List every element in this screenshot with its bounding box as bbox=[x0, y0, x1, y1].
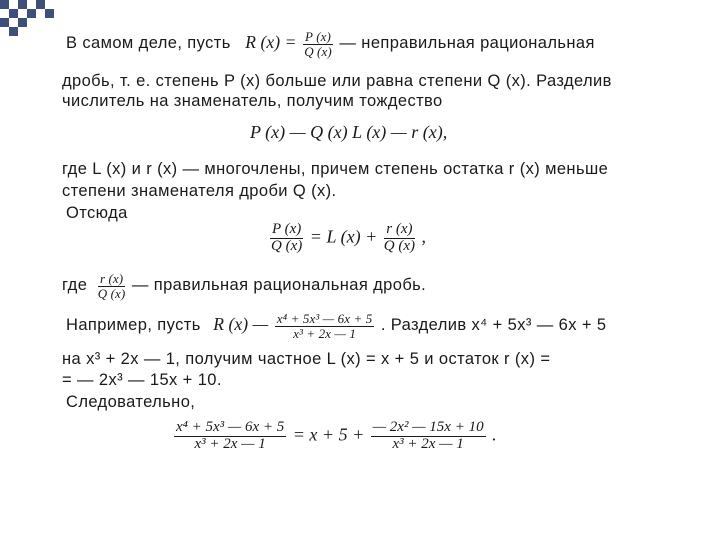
text: — неправильная рациональная bbox=[339, 34, 595, 53]
fraction-example bbox=[275, 312, 375, 340]
paragraph-2-line-2: степени знаменателя дроби Q (x). bbox=[62, 182, 337, 200]
paragraph-2-line-3: Отсюда bbox=[66, 204, 128, 222]
fraction-right bbox=[371, 420, 486, 453]
equation-middle: = L (x) + bbox=[309, 226, 378, 247]
numerator: r (x) bbox=[98, 272, 126, 287]
paragraph-3 bbox=[62, 272, 426, 300]
denominator: Q (x) bbox=[97, 285, 126, 301]
fraction-p-over-q bbox=[303, 30, 333, 58]
numerator: r (x) bbox=[384, 222, 415, 239]
numerator: x⁴ + 5x³ — 6x + 5 bbox=[276, 311, 373, 326]
denominator: Q (x) bbox=[304, 43, 332, 59]
equation-tail: . bbox=[492, 424, 497, 445]
formula-r: R (x) = bbox=[245, 32, 297, 53]
equation-example-result bbox=[172, 420, 497, 453]
paragraph-4-line-2: на x³ + 2x — 1, получим частное L (x) = x + 5 и остаток r (x) = bbox=[62, 350, 551, 368]
paragraph-1-line-2: дробь, т. е. степень P (x) больше или равна степени Q (x). Разделив bbox=[62, 72, 612, 90]
text: . Разделив x⁴ + 5x³ — 6x + 5 bbox=[380, 316, 607, 335]
text: где bbox=[62, 276, 88, 295]
fraction-p-over-q bbox=[270, 222, 303, 255]
equation-identity: P (x) — Q (x) L (x) — r (x), bbox=[250, 122, 448, 142]
paragraph-2-line-1: где L (x) и r (x) — многочлены, причем степень остатка r (x) меньше bbox=[62, 160, 609, 178]
denominator: Q (x) bbox=[383, 237, 415, 254]
equation-decomposition bbox=[268, 222, 426, 255]
paragraph-1-line-3: числитель на знаменатель, получим тождество bbox=[62, 92, 443, 110]
denominator: Q (x) bbox=[271, 237, 303, 254]
numerator: x⁴ + 5x³ — 6x + 5 bbox=[176, 419, 285, 435]
formula-r: R (x) — bbox=[213, 314, 269, 335]
text: Например, пусть bbox=[66, 316, 201, 335]
paragraph-4-line-1 bbox=[66, 312, 606, 340]
numerator: — 2x² — 15x + 10 bbox=[372, 419, 484, 435]
corner-decoration bbox=[0, 0, 60, 40]
fraction-r-over-q bbox=[384, 222, 415, 255]
equation-tail: , bbox=[421, 226, 426, 247]
paragraph-4-line-3: = — 2x³ — 15x + 10. bbox=[62, 371, 222, 389]
numerator: P (x) bbox=[272, 221, 302, 237]
denominator: x³ + 2x — 1 bbox=[194, 435, 266, 452]
numerator: P (x) bbox=[305, 29, 331, 44]
text: — правильная рациональная дробь. bbox=[131, 276, 427, 295]
fraction-left bbox=[174, 420, 286, 453]
denominator: x³ + 2x — 1 bbox=[293, 325, 356, 341]
equation-middle: = x + 5 + bbox=[292, 424, 365, 445]
fraction-r-over-q bbox=[98, 272, 126, 300]
text: В самом деле, пусть bbox=[66, 34, 231, 53]
paragraph-1-line-1 bbox=[66, 30, 595, 58]
paragraph-4-line-4: Следовательно, bbox=[66, 393, 196, 411]
denominator: x³ + 2x — 1 bbox=[392, 435, 464, 452]
